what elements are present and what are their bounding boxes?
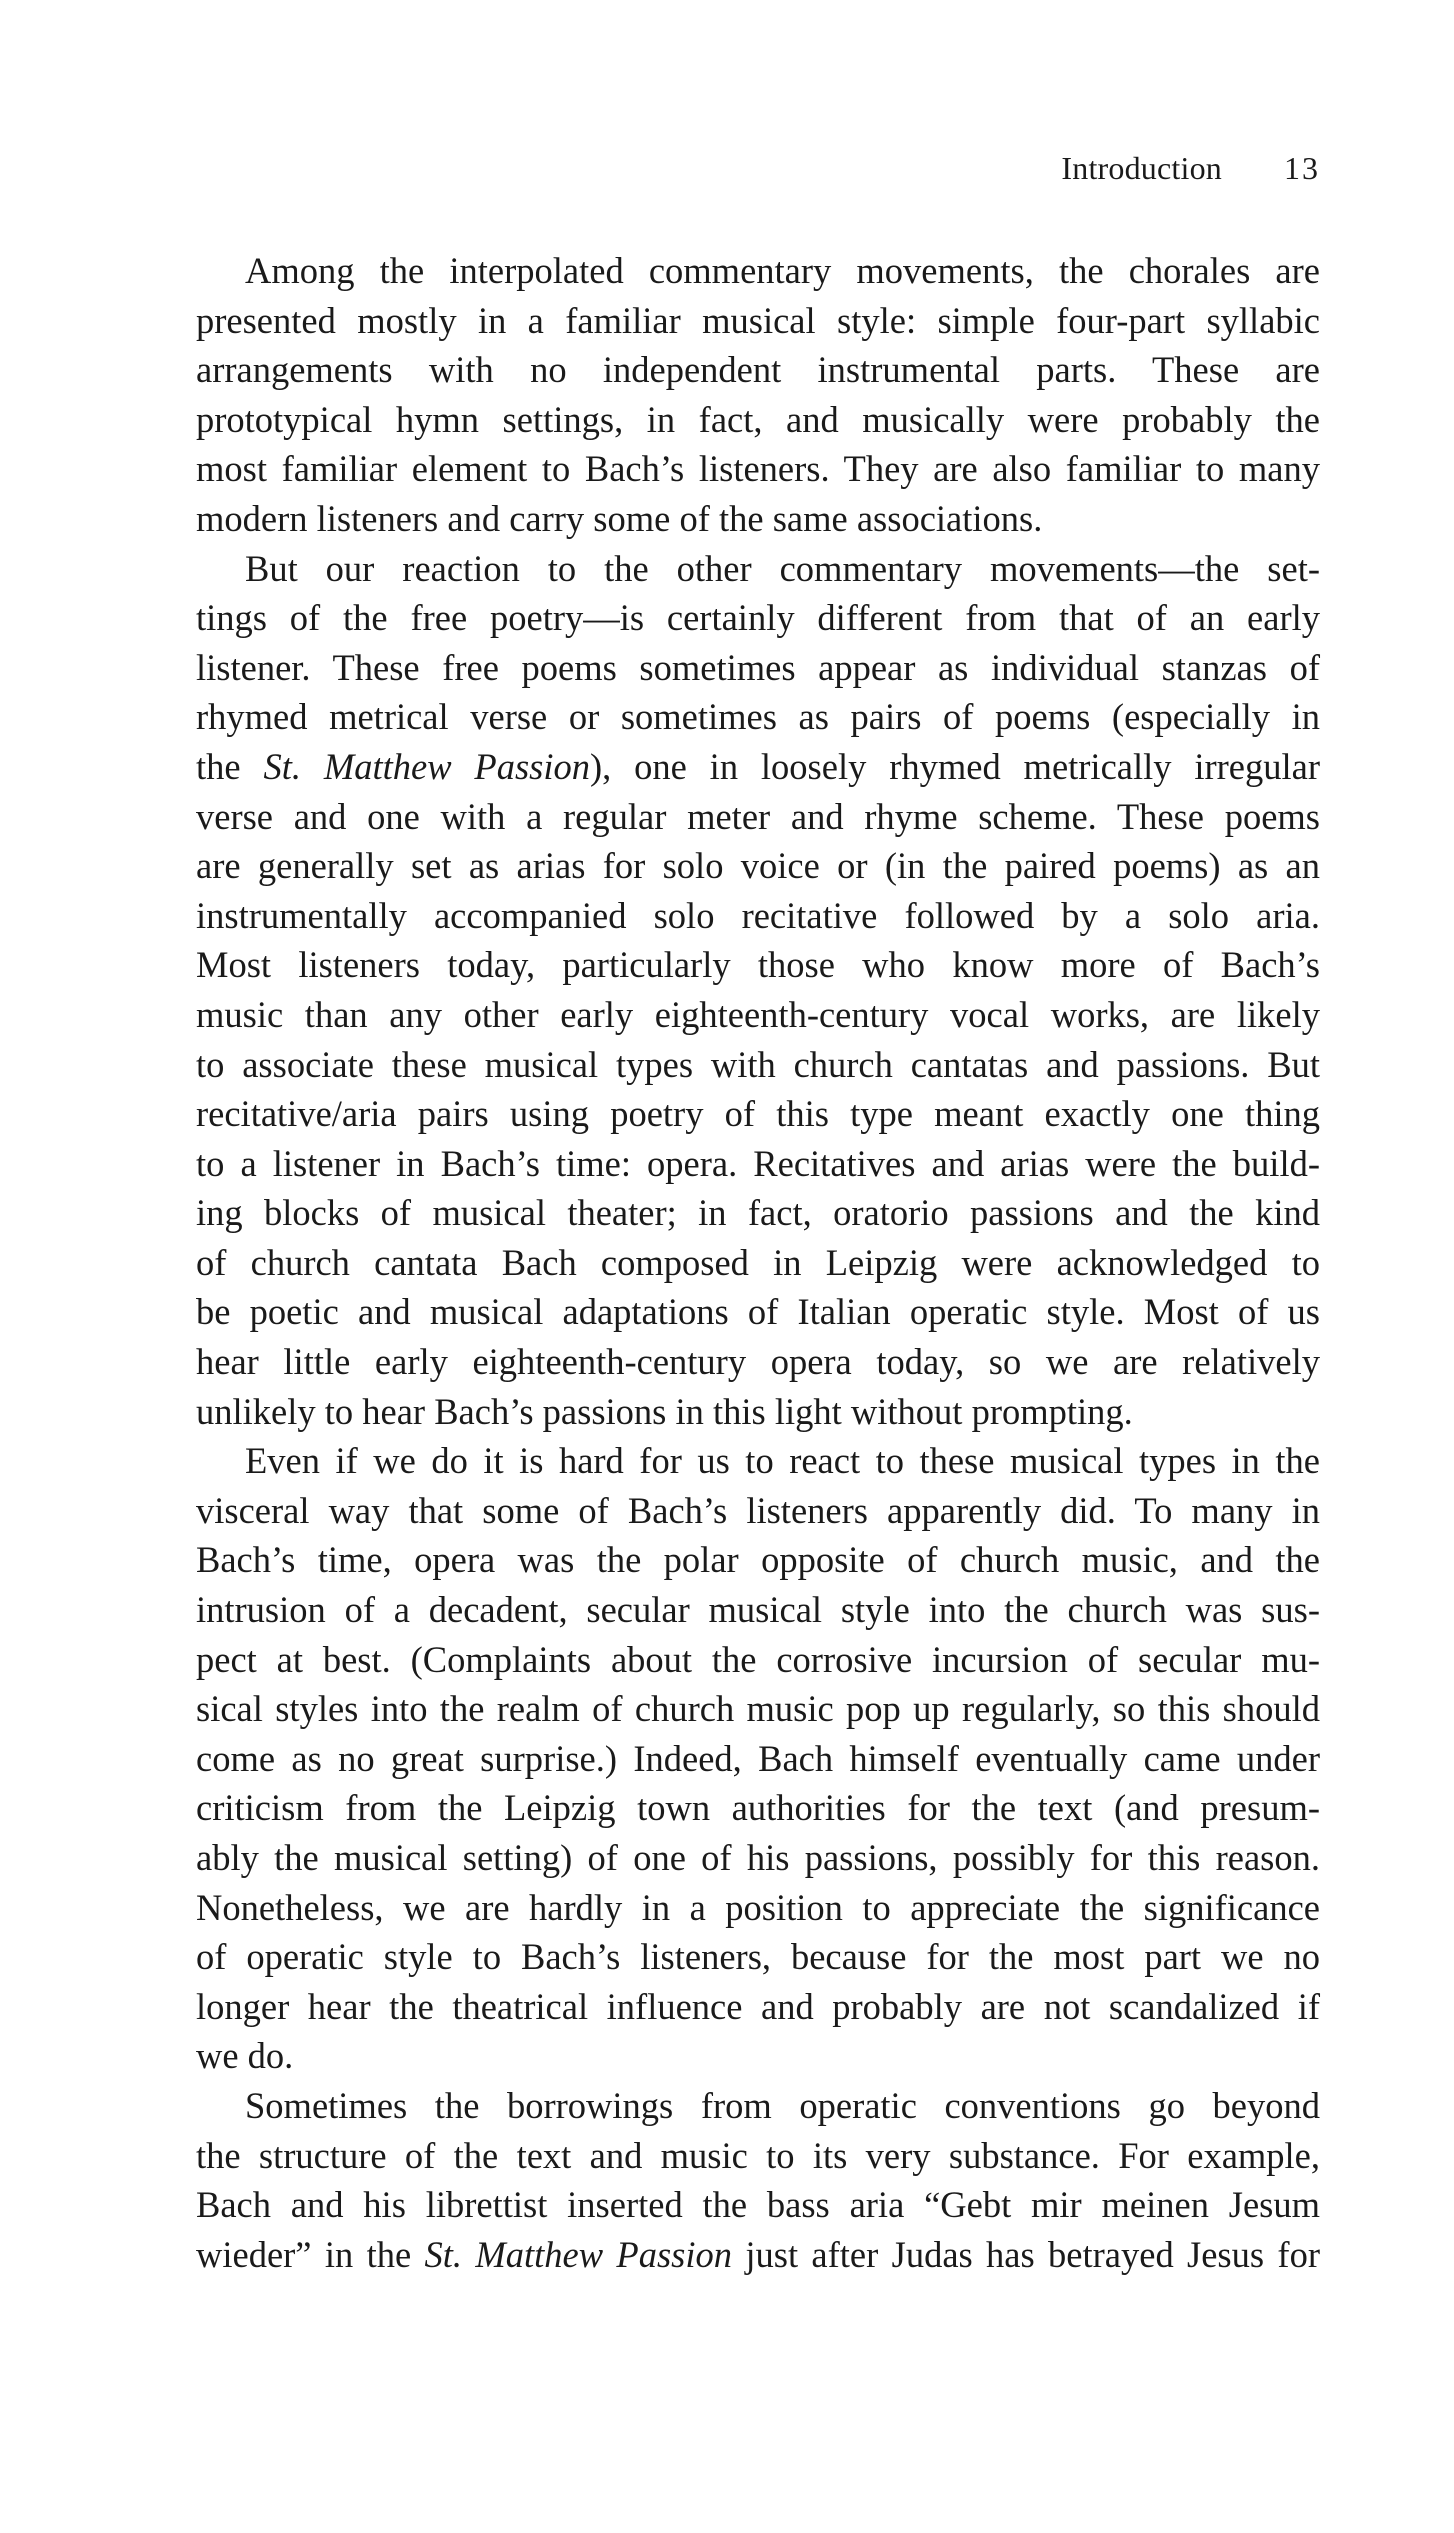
- text-line: sical styles into the realm of church music pop up regularly, so this should: [196, 1688, 1320, 1730]
- text-line: visceral way that some of Bach’s listeners apparently did. To many in: [196, 1489, 1320, 1531]
- text-line: criticism from the Leipzig town authorities for the text (and presum-: [196, 1787, 1320, 1829]
- text-line: presented mostly in a familiar musical style: simple four-part syllabic: [196, 299, 1320, 341]
- text-line: instrumentally accompanied solo recitative followed by a solo aria.: [196, 894, 1320, 936]
- text-line: Bach and his librettist inserted the bass aria “Gebt mir meinen Jesum: [196, 2184, 1320, 2226]
- text-line: come as no great surprise.) Indeed, Bach himself eventually came under: [196, 1737, 1320, 1779]
- text-line: unlikely to hear Bach’s passions in this light without prompting.: [196, 1390, 1133, 1432]
- text-line: modern listeners and carry some of the same associations.: [196, 497, 1043, 539]
- text-line: arrangements with no independent instrumental parts. These are: [196, 349, 1320, 391]
- page-number: 13: [1284, 150, 1320, 186]
- paragraph-4: [196, 2081, 1320, 2279]
- text-line: the structure of the text and music to its very substance. For example,: [196, 2134, 1320, 2176]
- text-line-with-italic: [196, 2230, 1320, 2280]
- text-line: listener. These free poems sometimes appear as individual stanzas of: [196, 646, 1320, 688]
- text-line: verse and one with a regular meter and rhyme scheme. These poems: [196, 795, 1320, 837]
- text-line: ably the musical setting) of one of his passions, possibly for this reason.: [196, 1837, 1320, 1878]
- italic-title: St. Matthew Passion: [263, 745, 590, 787]
- text-line: are generally set as arias for solo voice or (in the paired poems) as an: [196, 845, 1320, 887]
- text-line: But our reaction to the other commentary movements—the set-: [245, 547, 1320, 589]
- text-line: recitative/aria pairs using poetry of this type meant exactly one thing: [196, 1093, 1320, 1135]
- text-line: Most listeners today, particularly those who know more of Bach’s: [196, 944, 1320, 986]
- text-line: pect at best. (Complaints about the corrosive incursion of secular mu-: [196, 1638, 1320, 1680]
- text-line-with-italic: [196, 742, 1320, 792]
- text-line: ing blocks of musical theater; in fact, oratorio passions and the kind: [196, 1192, 1320, 1234]
- text-line: most familiar element to Bach’s listeners. They are also familiar to many: [196, 448, 1320, 490]
- text-line: Nonetheless, we are hardly in a position to appreciate the significance: [196, 1886, 1320, 1928]
- text-line: Even if we do it is hard for us to react to these musical types in the: [245, 1440, 1320, 1482]
- text-line: we do.: [196, 2035, 294, 2077]
- text-line: music than any other early eighteenth-century vocal works, are likely: [196, 993, 1320, 1035]
- text-line: Bach’s time, opera was the polar opposite of church music, and the: [196, 1539, 1320, 1581]
- text-line: tings of the free poetry—is certainly different from that of an early: [196, 597, 1320, 639]
- text-line: rhymed metrical verse or sometimes as pairs of poems (especially in: [196, 696, 1320, 738]
- text-line: to associate these musical types with church cantatas and passions. But: [196, 1043, 1320, 1085]
- text-line: Among the interpolated commentary movements, the chorales are: [245, 250, 1320, 291]
- text-line: to a listener in Bach’s time: opera. Recitatives and arias were the build-: [196, 1142, 1320, 1184]
- text-line: longer hear the theatrical influence and probably are not scandalized if: [196, 1985, 1320, 2027]
- text-line: of church cantata Bach composed in Leipzig were acknowledged to: [196, 1241, 1320, 1283]
- paragraph-1: [196, 246, 1320, 544]
- running-head: [196, 146, 1320, 190]
- paragraph-3: [196, 1436, 1320, 2081]
- text-line: be poetic and musical adaptations of Italian operatic style. Most of us: [196, 1291, 1320, 1333]
- text-line: prototypical hymn settings, in fact, and musically were probably the: [196, 398, 1320, 440]
- text-line: intrusion of a decadent, secular musical style into the church was sus-: [196, 1589, 1320, 1631]
- running-title: Introduction: [1061, 150, 1222, 186]
- text-line: Sometimes the borrowings from operatic conventions go beyond: [245, 2084, 1320, 2126]
- text-line: of operatic style to Bach’s listeners, because for the most part we no: [196, 1936, 1320, 1978]
- body-text: [196, 246, 1320, 2279]
- text-line: hear little early eighteenth-century opera today, so we are relatively: [196, 1341, 1320, 1383]
- text-segment: just after Judas has betrayed Jesus for: [732, 2233, 1320, 2275]
- text-segment: ), one in loosely rhymed metrically irregular: [590, 745, 1321, 787]
- italic-title: St. Matthew Passion: [424, 2233, 733, 2275]
- text-segment: wieder” in the: [196, 2233, 425, 2275]
- paragraph-2: [196, 544, 1320, 1437]
- text-segment: the: [196, 745, 264, 787]
